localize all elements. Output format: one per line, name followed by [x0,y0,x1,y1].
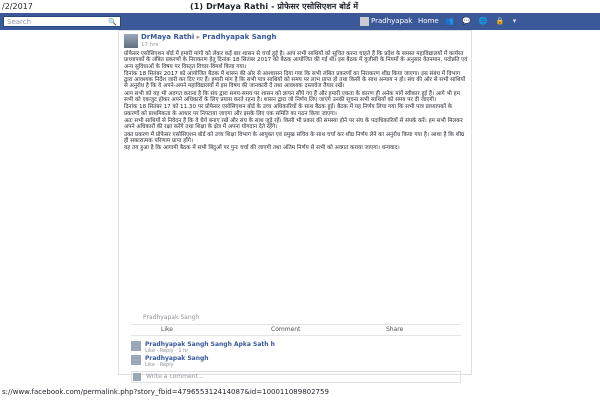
print-header [0,0,600,13]
author-name[interactable]: DrMaya Rathi [141,33,195,41]
print-date: /2/2017 [2,2,33,11]
print-title: (1) DrMaya Rathi - प्रोफेसर एसोसिएशन बोर्ड में [190,2,359,11]
profile-name: Pradhyapak [371,17,413,25]
comment-meta[interactable]: Like · Reply [145,362,174,368]
comment-author[interactable]: Pradhyapak Sangh [145,355,209,362]
search-input[interactable] [3,16,121,27]
author-avatar[interactable] [124,34,138,48]
post-paragraph: उक्त प्रकरण में प्रोफेसर एसोसिएशन बोर्ड को उच्च शिक्षा विभाग के आयुक्त एवं प्रमुख सचिव के साथ चर्चा कर शीघ्र निर्णय लेने का अनुरोध किया गया है। आशा है कि शीघ्र ही सकारात्मक परिणाम प्राप्त होंगे। [124,131,465,144]
post-paragraph: अतः सभी साथियों से निवेदन है कि वे धैर्य बनाए रखें और संघ के साथ जुड़े रहें। किसी भी प्रकार की समस्या होने पर संघ के पदाधिकारियों से संपर्क करें। हम सभी मिलकर अपने अधिकारों की रक्षा करेंगे तथा शिक्षा के क्षेत्र में अपना योगदान देते रहेंगे। [124,117,463,131]
post-paragraph: प्रोफेसर एसोसिएशन बोर्ड में हमारी मांगो को लेकर कई बार शासन से चर्चा हुई है। आप सभी साथियों को सूचित करना चाहते हैं कि प्रदेश के समस्त महाविद्यालयों में कार्यरत प्राध्यापकों के लंबित प्रकरणों के निराकरण हेतु दिनांक 18 सितंबर 2017 को बैठक आयोजित की गई थी। इस बैठक में यूजीसी के नियमों के अनुसार वेतनमान, पदोन्नति एवं अन्य सुविधाओं के विषय पर विस्तृत विचार-विमर्श किया गया। [124,51,468,70]
post-paragraph: आप सभी को यह भी अवगत कराना है कि संघ द्वारा समय-समय पर शासन को ज्ञापन सौंपे गए हैं और हमारी एकता के कारण ही अनेक मांगें स्वीकार हुई हैं। आगे भी हम सभी को एकजुट होकर अपने अधिकारों के लिए प्रयास करते रहना है। शासन द्वारा जो निर्णय लिए जाएंगे उनकी सूचना सभी साथियों को समय पर दी जाएगी। [124,90,460,104]
comment-item [131,355,461,369]
home-link[interactable]: Home [418,17,439,25]
profile-link[interactable] [360,16,412,27]
like-button[interactable]: Like [161,326,173,333]
post-tagline[interactable]: Pradhyapak Sangh [143,314,200,321]
write-comment-placeholder: Write a comment... [146,373,204,380]
comments-section [131,341,461,383]
facebook-top-bar [0,13,600,30]
page-url: s://www.facebook.com/permalink.php?story_fbid=479655312414087&id=100011089802759 [2,388,329,396]
comment-author[interactable]: Pradhyapak Sangh Sangh Apka Sath h [145,341,275,348]
comment-item [131,341,461,355]
comment-meta[interactable]: Like · Reply · 1 hr [145,348,189,354]
share-button[interactable]: Share [386,326,404,333]
comment-button[interactable]: Comment [271,326,301,333]
post-author-line [141,33,276,41]
avatar[interactable] [131,341,141,351]
post-actions [131,324,461,336]
avatar[interactable] [131,355,141,365]
post-paragraph: यह तय हुआ है कि आगामी बैठक में सभी बिंदुओं पर पुनः चर्चा की जाएगी तथा अंतिम निर्णय से सभी को अवगत कराया जाएगा। धन्यवाद। [124,145,400,152]
arrow-icon: ▸ [194,33,203,41]
notification-icons[interactable]: 👥 💬 🌐 🔒 ▾ [445,17,520,25]
avatar [133,373,141,381]
post-card [118,30,472,380]
search-icon[interactable]: 🔍 [108,18,117,26]
write-comment-input[interactable] [131,371,461,383]
post-body [124,51,469,152]
post-paragraph: दिनांक 18 सितंबर 2017 को आयोजित बैठक में शासन की ओर से आश्वासन दिया गया कि सभी लंबित प्रकरणों का निराकरण शीघ्र किया जाएगा। इस संबंध में विभाग द्वारा आवश्यक निर्देश जारी कर दिए गए हैं। हमारी मांग है कि सभी पात्र साथियों को समय पर लाभ प्राप्त हो तथा किसी के साथ अन्याय न हो। संघ की ओर से सभी साथियों से अनुरोध है कि वे अपने-अपने महाविद्यालयों में इस विषय की जानकारी दें तथा आवश्यक दस्तावेज तैयार रखें। [124,70,466,90]
post-time[interactable]: 17 hrs [141,42,159,48]
search-placeholder: Search [7,18,32,26]
post-paragraph: दिनांक 18 सितंबर 17 को 11.30 पर प्रोफेसर एसोसिएशन बोर्ड के उच्च अधिकारियों के साथ बैठक हुई। बैठक में यह निर्णय लिया गया कि सभी पात्र प्राध्यापकों के प्रकरणों को प्राथमिकता के आधार पर निपटाया जाएगा और इसके लिए एक समिति का गठन किया जाएगा। [124,104,453,117]
avatar [360,17,369,26]
group-name[interactable]: Pradhyapak Sangh [202,33,277,41]
